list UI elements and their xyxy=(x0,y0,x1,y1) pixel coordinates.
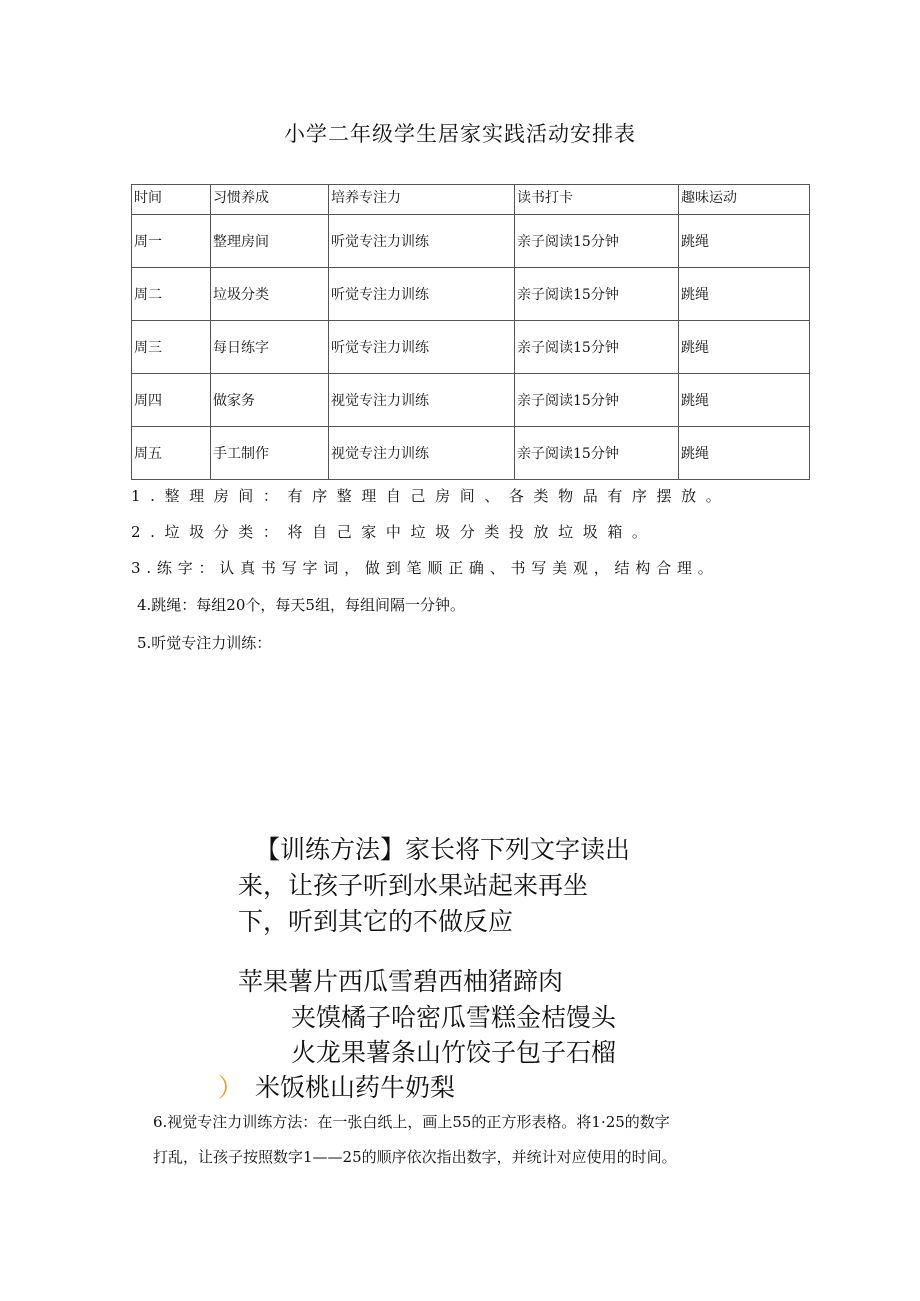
note-1: 1.整理房间：有序整理自己房间、各类物品有序摆放。 xyxy=(131,487,731,505)
word-line-2: 夹馍橘子哈密瓜雪糕金桔馒头 xyxy=(291,1003,617,1032)
method-line-2: 来，让孩子听到水果站起来再坐 xyxy=(238,871,589,900)
cell-focus: 视觉专注力训练 xyxy=(329,374,515,427)
cell-sport: 跳绳 xyxy=(679,215,810,268)
note-3: 3.练字：认真书写字词，做到笔顺正确、书写美观，结构合理。 xyxy=(131,559,719,577)
table-row xyxy=(132,374,810,427)
method-line-3: 下，听到其它的不做反应 xyxy=(238,907,514,936)
cell-focus: 听觉专注力训练 xyxy=(329,321,515,374)
header-sport: 趣味运动 xyxy=(679,185,810,215)
word-line-1: 苹果薯片西瓜雪碧西柚猪蹄肉 xyxy=(238,967,564,996)
cell-reading: 亲子阅读15分钟 xyxy=(515,321,679,374)
cell-day: 周三 xyxy=(132,321,211,374)
note-2: 2.垃圾分类：将自己家中垃圾分类投放垃圾箱。 xyxy=(131,523,657,541)
note-5: 5.听觉专注力训练： xyxy=(137,634,272,652)
word-line-4-text: 米饭桃山药牛奶梨 xyxy=(255,1073,456,1102)
table-row xyxy=(132,215,810,268)
cell-reading: 亲子阅读15分钟 xyxy=(515,268,679,321)
header-habit: 习惯养成 xyxy=(211,185,329,215)
cell-habit: 做家务 xyxy=(211,374,329,427)
cell-habit: 垃圾分类 xyxy=(211,268,329,321)
note-4: 4.跳绳：每组20个，每天5组，每组间隔一分钟。 xyxy=(137,596,465,614)
cell-focus: 听觉专注力训练 xyxy=(329,268,515,321)
bracket-mark: ） xyxy=(218,1073,244,1102)
cell-reading: 亲子阅读15分钟 xyxy=(515,427,679,480)
header-reading: 读书打卡 xyxy=(515,185,679,215)
schedule-table xyxy=(131,184,810,480)
cell-habit: 每日练字 xyxy=(211,321,329,374)
table-header-row xyxy=(132,185,810,215)
cell-reading: 亲子阅读15分钟 xyxy=(515,215,679,268)
table-row xyxy=(132,268,810,321)
cell-day: 周二 xyxy=(132,268,211,321)
method-line-1: 【训练方法】家长将下列文字读出 xyxy=(255,835,631,864)
table-row xyxy=(132,321,810,374)
cell-focus: 视觉专注力训练 xyxy=(329,427,515,480)
cell-day: 周四 xyxy=(132,374,211,427)
word-line-4 xyxy=(218,1068,455,1104)
cell-sport: 跳绳 xyxy=(679,427,810,480)
cell-habit: 整理房间 xyxy=(211,215,329,268)
cell-sport: 跳绳 xyxy=(679,374,810,427)
cell-day: 周一 xyxy=(132,215,211,268)
page-title: 小学二年级学生居家实践活动安排表 xyxy=(284,122,636,146)
word-line-3: 火龙果薯条山竹饺子包子石榴 xyxy=(291,1038,617,1067)
cell-focus: 听觉专注力训练 xyxy=(329,215,515,268)
cell-sport: 跳绳 xyxy=(679,268,810,321)
header-time: 时间 xyxy=(132,185,211,215)
para-6-line-1: 6.视觉专注力训练方法：在一张白纸上，画上55的正方形表格。将1·25的数字 xyxy=(153,1113,670,1131)
header-focus: 培养专注力 xyxy=(329,185,515,215)
cell-reading: 亲子阅读15分钟 xyxy=(515,374,679,427)
cell-habit: 手工制作 xyxy=(211,427,329,480)
cell-day: 周五 xyxy=(132,427,211,480)
table-row xyxy=(132,427,810,480)
para-6-line-2: 打乱，让孩子按照数字1——25的顺序依次指出数字，并统计对应使用的时间。 xyxy=(153,1148,677,1166)
cell-sport: 跳绳 xyxy=(679,321,810,374)
